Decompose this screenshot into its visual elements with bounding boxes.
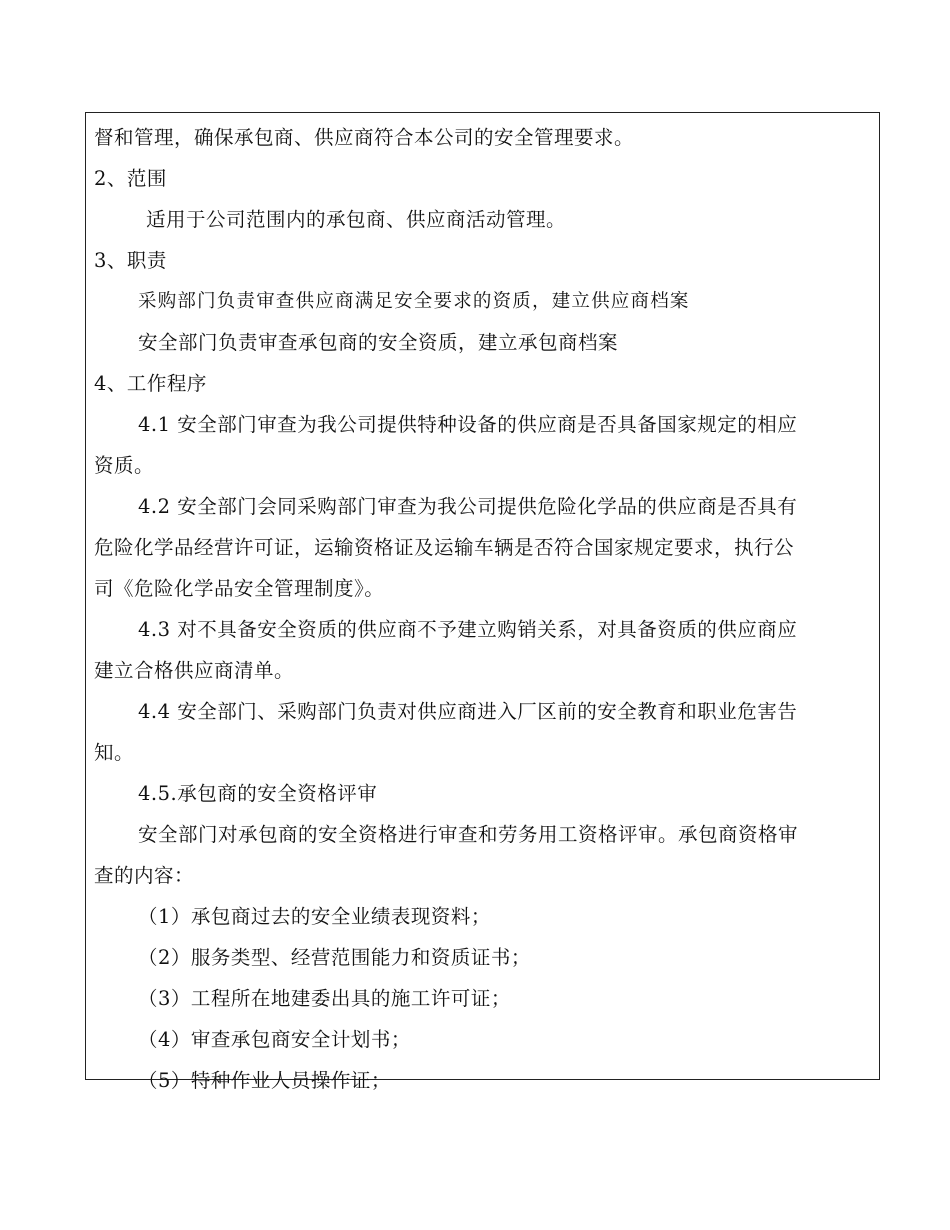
- list-item: （2）服务类型、经营范围能力和资质证书；: [138, 946, 531, 969]
- paragraph-line: 知。: [94, 741, 135, 764]
- paragraph-line: 安全部门负责审查承包商的安全资质，建立承包商档案: [138, 331, 619, 354]
- paragraph-line: 4.1 安全部门审查为我公司提供特种设备的供应商是否具备国家规定的相应: [138, 413, 798, 436]
- paragraph-line: 建立合格供应商清单。: [94, 659, 295, 682]
- list-item: （5）特种作业人员操作证；: [138, 1069, 391, 1092]
- paragraph-line: 危险化学品经营许可证，运输资格证及运输车辆是否符合国家规定要求，执行公: [94, 536, 795, 559]
- section-heading-procedure: 4、工作程序: [94, 372, 207, 395]
- paragraph-line: 查的内容：: [94, 864, 195, 887]
- paragraph-line: 4.2 安全部门会同采购部门审查为我公司提供危险化学品的供应商是否具有: [138, 495, 798, 518]
- list-item: （3）工程所在地建委出具的施工许可证；: [138, 987, 511, 1010]
- paragraph-line: 采购部门负责审查供应商满足安全要求的资质，建立供应商档案: [138, 291, 690, 312]
- paragraph-line: 安全部门对承包商的安全资格进行审查和劳务用工资格评审。承包商资格审: [138, 823, 799, 846]
- paragraph-line: 督和管理，确保承包商、供应商符合本公司的安全管理要求。: [94, 126, 635, 149]
- paragraph-line: 4.4 安全部门、采购部门负责对供应商进入厂区前的安全教育和职业危害告: [138, 700, 798, 723]
- list-item: （4）审查承包商安全计划书；: [138, 1028, 411, 1051]
- paragraph-line: 4.3 对不具备安全资质的供应商不予建立购销关系，对具备资质的供应商应: [138, 618, 798, 641]
- paragraph-line: 司《危险化学品安全管理制度》。: [94, 577, 385, 600]
- subsection-heading: 4.5.承包商的安全资格评审: [138, 782, 378, 805]
- document-frame: [85, 112, 880, 1092]
- section-heading-responsibilities: 3、职责: [94, 249, 167, 272]
- paragraph-line: 资质。: [94, 454, 155, 477]
- paragraph-line: 适用于公司范围内的承包商、供应商活动管理。: [146, 208, 567, 231]
- section-heading-scope: 2、范围: [94, 167, 167, 190]
- list-item: （1）承包商过去的安全业绩表现资料；: [138, 905, 491, 928]
